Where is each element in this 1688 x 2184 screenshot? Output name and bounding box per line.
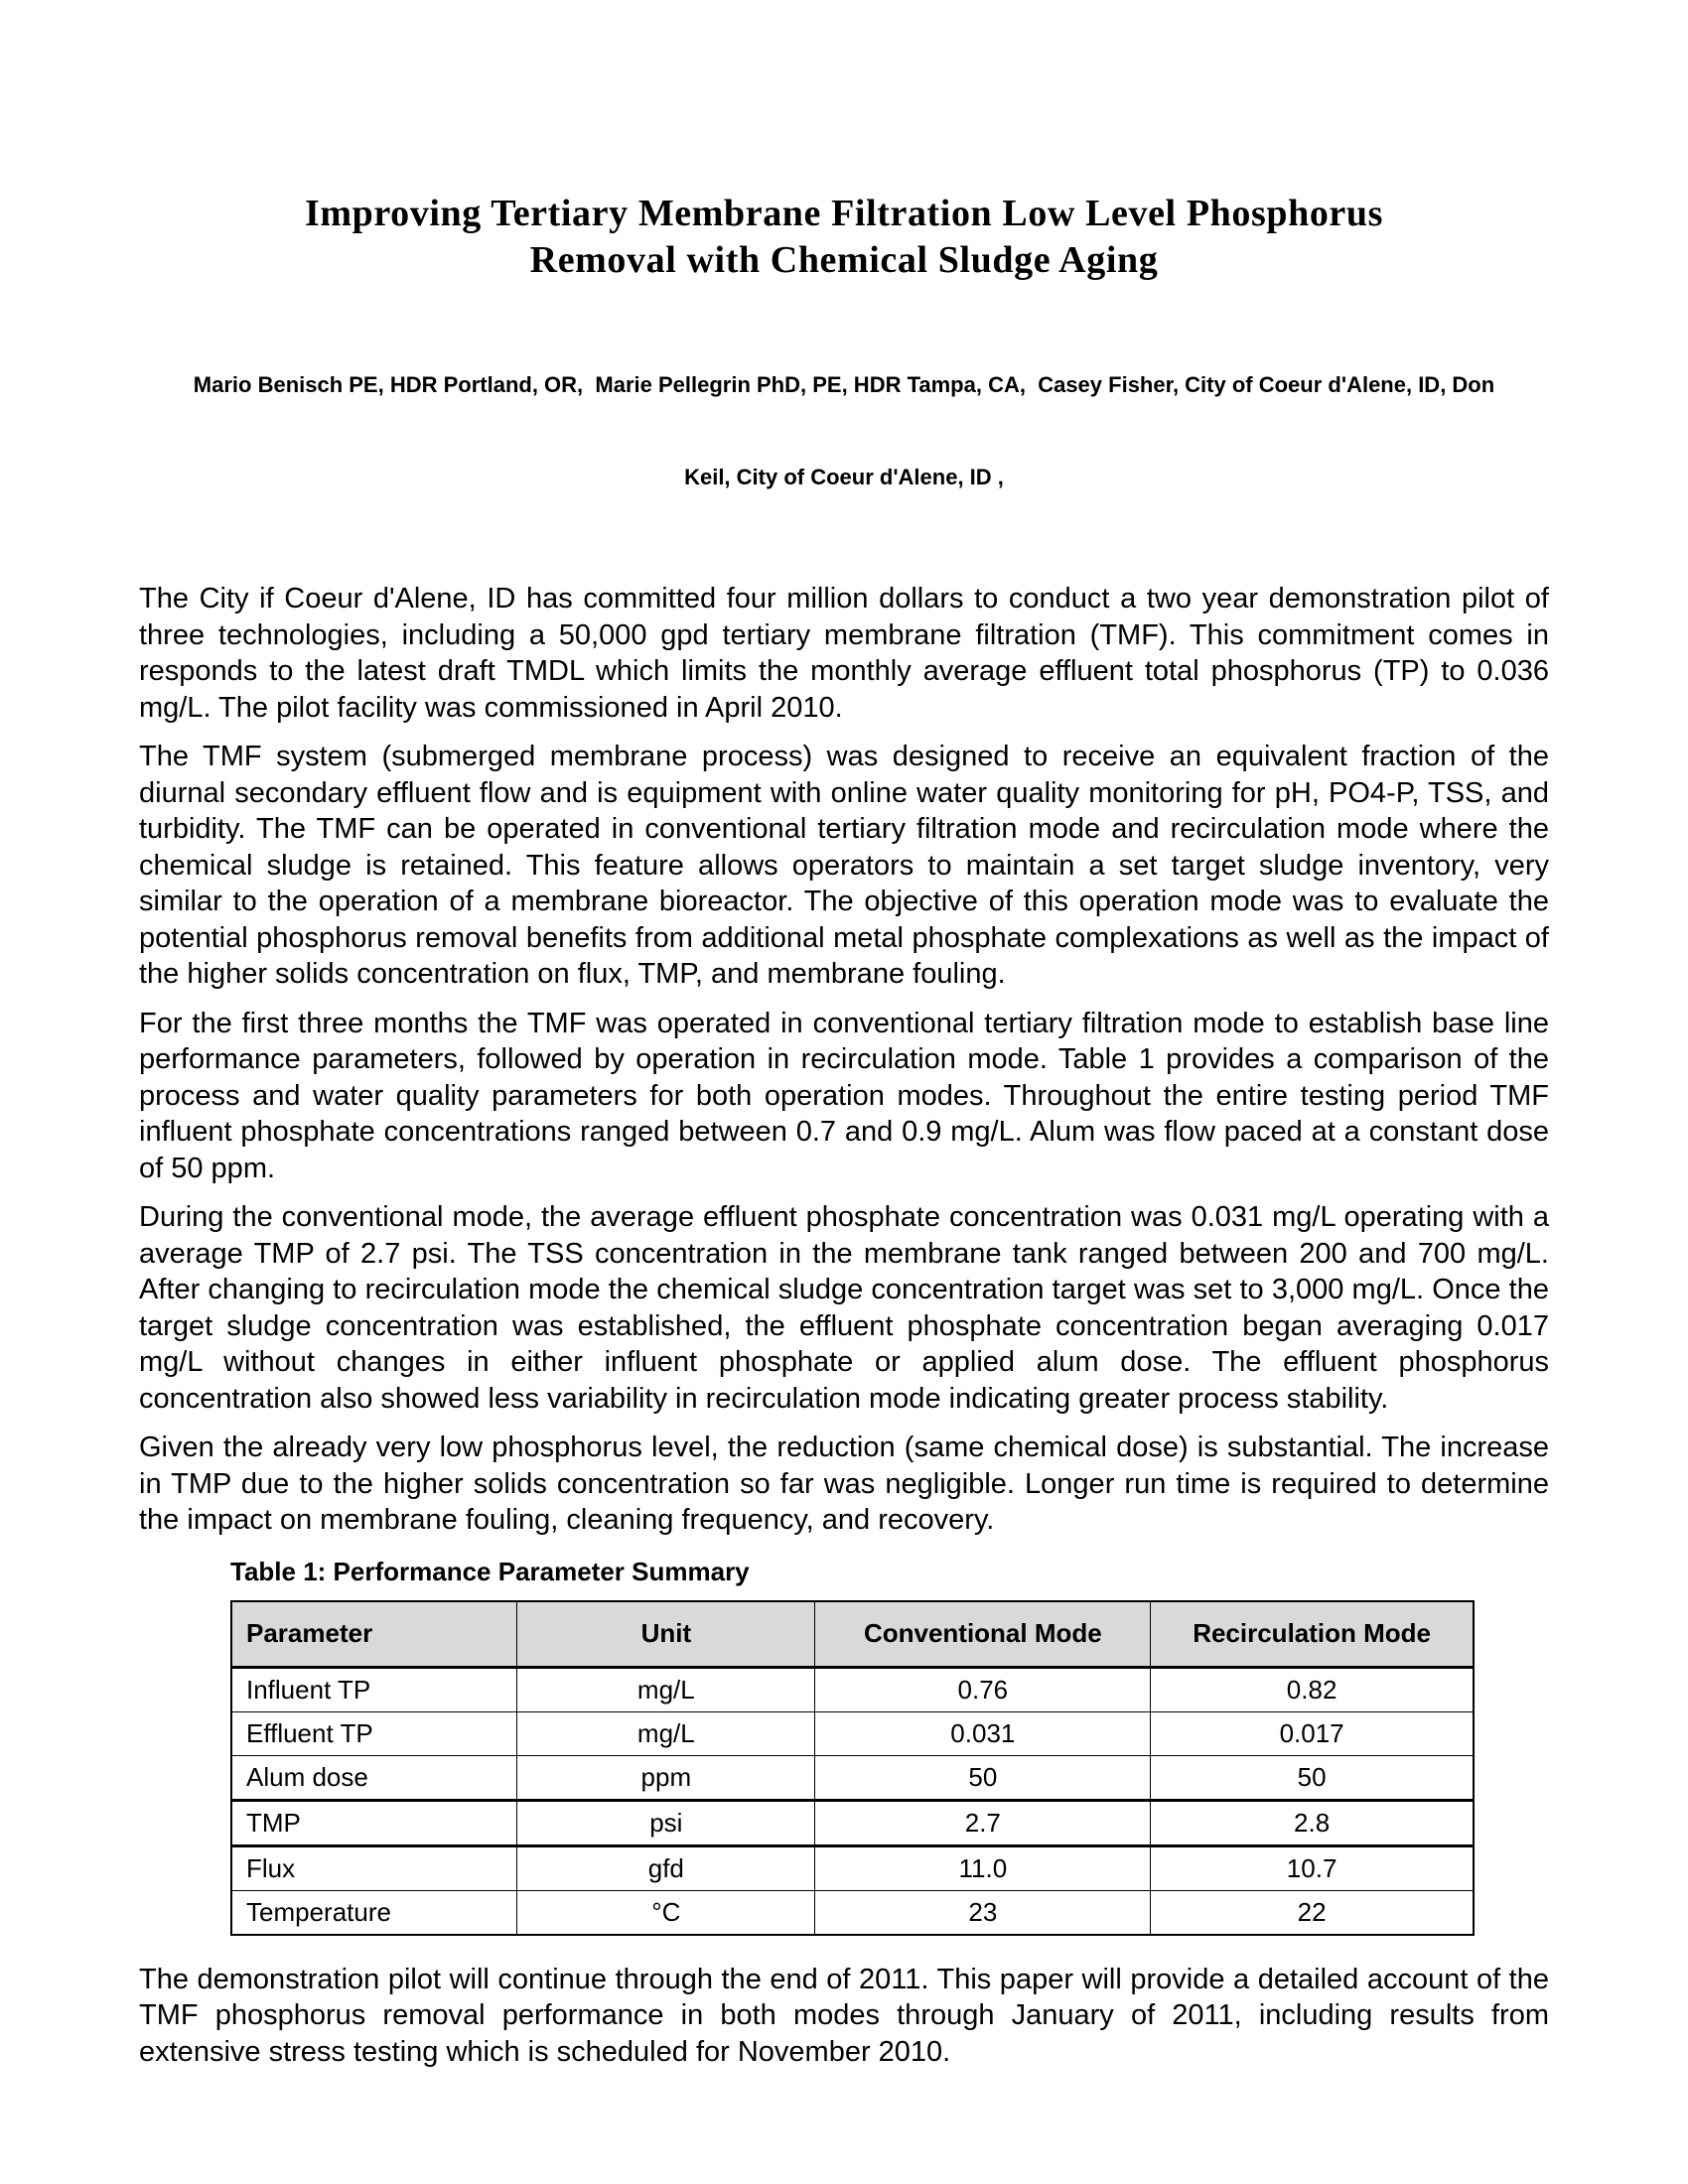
paragraph-2: The TMF system (submerged membrane process) was designed to receive an equivalent fraction of the diurnal secondary effluent flow and is equipment with online water quality monitoring for pH, PO4-P, TSS, and turbidity. The TMF can be operated in conventional tertiary filtration mode and recirculation mode where the chemical sludge is retained. This feature allows operators to maintain a set target sludge inventory, very similar to the operation of a membrane bioreactor. The objective of this operation mode was to evaluate the potential phosphorus removal benefits from additional metal phosphate complexations as well as the impact of the higher solids concentration on flux, TMP, and membrane fouling. [139, 741, 1549, 990]
unit-cell: mg/L [517, 1667, 815, 1711]
conventional-cell: 50 [815, 1755, 1151, 1800]
param-cell: Flux [231, 1845, 517, 1890]
recirculation-cell: 0.017 [1151, 1711, 1474, 1755]
conventional-cell: 0.031 [815, 1711, 1151, 1755]
table-row [231, 1800, 1474, 1845]
paragraph-3: For the first three months the TMF was operated in conventional tertiary filtration mode to establish base line performance parameters, followed by operation in recirculation mode. Table 1 provides a comparison of the process and water quality parameters for both operation modes. Throughout the entire testing period TMF influent phosphate concentrations ranged between 0.7 and 0.9 mg/L. Alum was flow paced at a constant dose of 50 ppm. [139, 1007, 1549, 1184]
table-caption: Table 1: Performance Parameter Summary [230, 1556, 750, 1586]
conventional-cell: 0.76 [815, 1667, 1151, 1711]
recirculation-cell: 22 [1151, 1890, 1474, 1935]
recirculation-cell: 0.82 [1151, 1667, 1474, 1711]
header-unit: Unit [517, 1601, 815, 1668]
table-body [231, 1667, 1474, 1935]
table-row [231, 1845, 1474, 1890]
abstract-body [139, 581, 1549, 1539]
recirculation-cell: 10.7 [1151, 1845, 1474, 1890]
unit-cell: ppm [517, 1755, 815, 1800]
unit-cell: gfd [517, 1845, 815, 1890]
closing-section [139, 1962, 1549, 2071]
paper-title [139, 191, 1549, 284]
conventional-cell: 2.7 [815, 1800, 1151, 1845]
recirculation-cell: 2.8 [1151, 1800, 1474, 1845]
header-conventional-mode: Conventional Mode [815, 1601, 1151, 1668]
author-line-1: Mario Benisch PE, HDR Portland, OR, Marie Pellegrin PhD, PE, HDR Tampa, CA, Casey Fisher, City of Coeur d'Alene, ID, Don [193, 372, 1495, 397]
header-parameter: Parameter [231, 1601, 517, 1668]
paragraph-1: The City if Coeur d'Alene, ID has committed four million dollars to conduct a two year demonstration pilot of three technologies, including a 50,000 gpd tertiary membrane filtration (TMF). This commitment comes in responds to the latest draft TMDL which limits the monthly average effluent total phosphorus (TP) to 0.036 mg/L. The pilot facility was commissioned in April 2010. [139, 583, 1549, 724]
table-row [231, 1890, 1474, 1935]
author-line-2: Keil, City of Coeur d'Alene, ID , [684, 465, 1004, 489]
param-cell: Influent TP [231, 1667, 517, 1711]
conventional-cell: 23 [815, 1890, 1151, 1935]
table-row [231, 1711, 1474, 1755]
param-cell: TMP [231, 1800, 517, 1845]
unit-cell: psi [517, 1800, 815, 1845]
paragraph-5: Given the already very low phosphorus level, the reduction (same chemical dose) is substantial. The increase in TMP due to the higher solids concentration so far was negligible. Longer run time is required to determine the impact on membrane fouling, cleaning frequency, and recovery. [139, 1432, 1549, 1536]
conventional-cell: 11.0 [815, 1845, 1151, 1890]
paragraph-4: During the conventional mode, the average effluent phosphate concentration was 0.031 mg/L operating with a average TMP of 2.7 psi. The TSS concentration in the membrane tank ranged between 200 and 700 mg/L. After changing to recirculation mode the chemical sludge concentration target was set to 3,000 mg/L. Once the target sludge concentration was established, the effluent phosphate concentration began averaging 0.017 mg/L without changes in either influent phosphate or applied alum dose. The effluent phosphorus concentration also showed less variability in recirculation mode indicating greater process stability. [139, 1201, 1549, 1415]
paper-title-line-2: Removal with Chemical Sludge Aging [529, 239, 1159, 281]
table-row [231, 1667, 1474, 1711]
closing-paragraph: The demonstration pilot will continue through the end of 2011. This paper will provide a detailed account of the TMF phosphorus removal performance in both modes through January of 2011, including results from extensive stress testing which is scheduled for November 2010. [139, 1963, 1549, 2068]
performance-parameter-table [230, 1600, 1475, 1936]
table-row [231, 1755, 1474, 1800]
header-recirculation-mode: Recirculation Mode [1151, 1601, 1474, 1668]
param-cell: Effluent TP [231, 1711, 517, 1755]
param-cell: Alum dose [231, 1755, 517, 1800]
paper-title-line-1: Improving Tertiary Membrane Filtration Low Level Phosphorus [304, 193, 1384, 234]
unit-cell: °C [517, 1890, 815, 1935]
recirculation-cell: 50 [1151, 1755, 1474, 1800]
unit-cell: mg/L [517, 1711, 815, 1755]
param-cell: Temperature [231, 1890, 517, 1935]
author-list [139, 308, 1549, 554]
table-header-row [231, 1601, 1474, 1668]
